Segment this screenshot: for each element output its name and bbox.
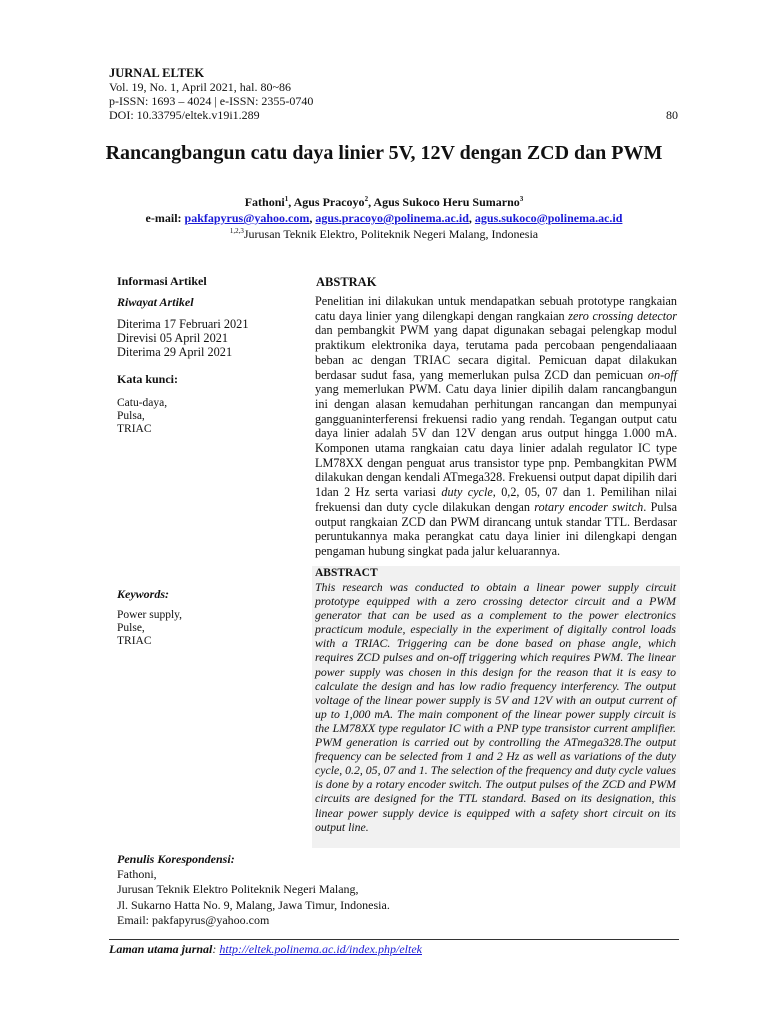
author-name: Agus Sukoco Heru Sumarno (373, 195, 520, 209)
abstrak-text: dan pembangkit PWM yang dapat digunakan sebagai pelengkap modul praktikum elektronika daya, terutama pada percobaan pengendaliaaan beban ac dengan TRIAC secara digital. Pemicuan dapat dilakukan berdasar sudut fasa, yang memerlukan pulsa ZCD dan pemicuan (315, 323, 677, 382)
history-item: Diterima 29 April 2021 (117, 345, 233, 359)
abstrak-heading: ABSTRAK (316, 275, 377, 289)
info-heading: Informasi Artikel (117, 274, 207, 288)
affiliation-marks: 1,2,3 (229, 227, 244, 235)
keyword-item: TRIAC (117, 423, 152, 435)
keyword-item: TRIAC (117, 635, 152, 647)
email-line (80, 211, 688, 226)
correspondence-line: Jl. Sukarno Hatta No. 9, Malang, Jawa Timur, Indonesia. (117, 897, 390, 912)
history-item: Direvisi 05 April 2021 (117, 331, 229, 345)
journal-name: JURNAL ELTEK (109, 66, 205, 80)
abstract-body: This research was conducted to obtain a linear power supply circuit prototype equipped with a zero crossing detector circuit and a PWM generator that can be used as a complement to the power electronics practicum module, especially in the experiment of digitally control loads with a TRIAC. Triggering can be done based on phase angle, which requires ZCD pulses and on-off triggering which requires PWM. The linear power supply was chosen in this design for the reason that it is easy to calculate the design and has low radio frequency interferency. The output voltage of the linear power supply is 5V and 12V with an output current of up to 1,000 mA. The main component of the linear power supply circuit is the LM78XX type regulator IC with a PNP type transistor current amplifier. PWM generation is carried out by controlling the ATmega328.The output frequency can be selected from 1 and 2 Hz as well as variations of the duty cycle, 0.2, 05, 07 and 1. The selection of the frequency and duty cycle values is done by a rotary encoder switch. The output pulses of the ZCD and PWM circuits are designed for the TTL standard. Based on its designation, this linear power supply device is equipped with a safety short circuit on its output line. (315, 580, 676, 834)
paper-title: Rancangbangun catu daya linier 5V, 12V dengan ZCD dan PWM (105, 142, 663, 164)
author-name: Agus Pracoyo (293, 195, 365, 209)
abstract-heading: ABSTRACT (315, 567, 378, 579)
author-affil-mark: 2 (364, 195, 369, 203)
abstrak-text: Penelitian ini dilakukan untuk mendapatkan sebuah prototype rangkaian catu daya linier yang dilengkapi dengan rangkaian (315, 294, 677, 323)
author-affil-mark: 3 (519, 195, 524, 203)
abstrak-body (315, 294, 677, 559)
email-link[interactable]: pakfapyrus@yahoo.com (184, 211, 310, 225)
volume-info: Vol. 19, No. 1, April 2021, hal. 80~86 (109, 80, 291, 94)
author-list (80, 195, 688, 210)
history-heading: Riwayat Artikel (117, 295, 194, 309)
email-label: e-mail: (145, 211, 185, 225)
kata-kunci-list (117, 397, 277, 436)
email-link[interactable]: agus.pracoyo@polinema.ac.id (315, 211, 469, 225)
homepage-link[interactable]: http://eltek.polinema.ac.id/index.php/eltek (219, 942, 422, 956)
correspondence-heading: Penulis Korespondensi: (117, 852, 235, 866)
homepage-label: Laman utama jurnal (109, 942, 213, 956)
keyword-item: Pulse, (117, 622, 145, 634)
abstrak-text: yang memerlukan PWM. Catu daya linier dipilih dalam rancangbangun ini dengan alasan kemudahan perhitungan rancangan dan mempunyai gangguaninterferensi frekuensi radio yang rendah. Tegangan output catu daya linier adalah 5V dan 12V dengan arus output hingga 1.000 mA. Komponen utama rangkaian catu daya linier adalah regulator IC type LM78XX dengan penguat arus transistor type pnp. Pembangkitan PWM dilakukan dengan kendali ATmega328. Frekuensi output dapat dipilih dari 1dan 2 Hz serta variasi (315, 382, 677, 500)
correspondence-line: Jurusan Teknik Elektro Politeknik Negeri Malang, (117, 882, 359, 897)
kata-kunci-heading: Kata kunci: (117, 372, 179, 386)
affiliation (80, 227, 688, 242)
separator: , (288, 195, 294, 209)
correspondence-line: Fathoni, (117, 867, 157, 882)
journal-homepage (109, 942, 422, 957)
abstrak-term: rotary encoder switch (534, 499, 644, 514)
issn-info: p-ISSN: 1693 – 4024 | e-ISSN: 2355-0740 (109, 94, 314, 108)
correspondence-line: Email: pakfapyrus@yahoo.com (117, 912, 270, 927)
correspondence-block (117, 852, 390, 928)
history-list (117, 317, 277, 359)
separator: : (212, 942, 220, 956)
footer-divider (109, 939, 679, 940)
affiliation-text: Jurusan Teknik Elektro, Politeknik Negeri Malang, Indonesia (243, 227, 539, 241)
author-affil-mark: 1 (284, 195, 289, 203)
separator: , (468, 211, 475, 225)
keyword-item: Power supply, (117, 609, 183, 621)
abstrak-text: , 0,2, 05, 07 dan 1. Pemilihan nilai frekuensi dan duty cycle dilakukan dengan (315, 485, 677, 514)
separator: , (368, 195, 374, 209)
separator: , (309, 211, 316, 225)
doi-info: DOI: 10.33795/eltek.v19i1.289 (109, 108, 260, 122)
keyword-item: Pulsa, (117, 410, 145, 422)
history-item: Diterima 17 Februari 2021 (117, 317, 249, 331)
abstrak-term: on-off (647, 367, 677, 382)
abstrak-text: . Pulsa output rangkaian ZCD dan PWM dirancang untuk standar TTL. Berdasar peruntukannya maka perangkat catu daya linier ini dilengkapi dengan pengaman hubung singkat pada jalur keluarannya. (315, 499, 677, 558)
keywords-heading: Keywords: (117, 587, 169, 601)
keyword-item: Catu-daya, (117, 397, 168, 409)
keywords-list (117, 609, 277, 648)
page-number: 80 (666, 108, 678, 122)
journal-header (109, 66, 313, 122)
abstrak-term: duty cycle (441, 485, 493, 500)
email-link[interactable]: agus.sukoco@polinema.ac.id (474, 211, 623, 225)
author-name: Fathoni (244, 195, 285, 209)
abstrak-term: zero crossing detector (568, 308, 677, 323)
